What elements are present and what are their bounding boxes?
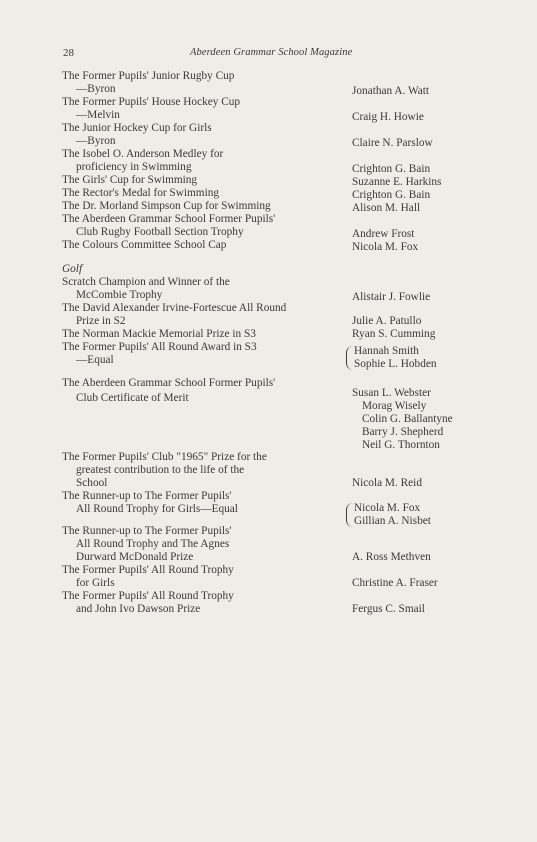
recipient-name: Crighton G. Bain (352, 189, 431, 201)
recipient-name: Nicola M. Fox (354, 502, 421, 514)
award-line: Durward McDonald Prize (76, 551, 194, 563)
award-line: The Former Pupils' All Round Trophy (62, 590, 234, 602)
recipient-name: Suzanne E. Harkins (352, 176, 442, 188)
equal-brace (346, 346, 354, 370)
award-line: The Rector's Medal for Swimming (62, 187, 220, 199)
award-line: —Equal (76, 354, 114, 366)
award-line: The Runner-up to The Former Pupils' (62, 490, 232, 502)
recipient-name: Alison M. Hall (352, 202, 421, 214)
recipient-name: Morag Wisely (362, 400, 427, 412)
award-line: The Norman Mackie Memorial Prize in S3 (62, 328, 256, 340)
recipient-name: Neil G. Thornton (362, 439, 440, 451)
recipient-name: Julie A. Patullo (352, 315, 422, 327)
award-line: The Colours Committee School Cap (62, 239, 227, 251)
award-line: Club Rugby Football Section Trophy (76, 226, 244, 238)
section-heading: Golf (62, 263, 83, 275)
award-line: —Melvin (76, 109, 120, 121)
recipient-name: Andrew Frost (352, 228, 415, 240)
recipient-name: Sophie L. Hobden (354, 358, 437, 370)
award-line: The Runner-up to The Former Pupils' (62, 525, 232, 537)
award-line: The David Alexander Irvine-Fortescue All Round (62, 302, 287, 314)
award-line: The Girls' Cup for Swimming (62, 174, 198, 186)
recipient-name: Hannah Smith (354, 345, 419, 357)
award-line: The Isobel O. Anderson Medley for (62, 148, 224, 160)
page-number: 28 (63, 47, 74, 59)
award-line: Prize in S2 (76, 315, 126, 327)
recipient-name: Gillian A. Nisbet (354, 515, 431, 527)
recipient-name: Barry J. Shepherd (362, 426, 444, 438)
award-line: McCombie Trophy (76, 289, 163, 301)
award-line: and John Ivo Dawson Prize (76, 603, 201, 615)
award-line: The Former Pupils' Club "1965" Prize for the (62, 451, 267, 463)
award-line: for Girls (76, 577, 115, 589)
award-line: —Byron (76, 135, 116, 147)
recipient-name: Nicola M. Fox (352, 241, 419, 253)
recipient-name: Craig H. Howie (352, 111, 424, 123)
award-line: The Former Pupils' Junior Rugby Cup (62, 70, 235, 82)
recipient-name: Jonathan A. Watt (352, 85, 430, 97)
award-line: greatest contribution to the life of the (76, 464, 245, 476)
recipient-name: Crighton G. Bain (352, 163, 431, 175)
award-line: All Round Trophy for Girls—Equal (76, 503, 238, 515)
recipient-name: Alistair J. Fowlie (352, 291, 431, 303)
recipient-name: Christine A. Fraser (352, 577, 438, 589)
award-line: —Byron (76, 83, 116, 95)
recipient-name: Fergus C. Smail (352, 603, 425, 615)
award-line: School (76, 477, 108, 489)
recipient-name: Claire N. Parslow (352, 137, 433, 149)
award-line: The Former Pupils' House Hockey Cup (62, 96, 241, 108)
recipient-name: A. Ross Methven (352, 551, 431, 563)
award-line: Scratch Champion and Winner of the (62, 276, 230, 288)
award-line: The Dr. Morland Simpson Cup for Swimming (62, 200, 271, 212)
recipient-name: Colin G. Ballantyne (362, 413, 453, 425)
recipient-name: Ryan S. Cumming (352, 328, 436, 340)
equal-brace (346, 503, 354, 527)
recipient-name: Nicola M. Reid (352, 477, 422, 489)
award-line: The Junior Hockey Cup for Girls (62, 122, 212, 134)
running-head: Aberdeen Grammar School Magazine (190, 47, 353, 58)
award-line: The Aberdeen Grammar School Former Pupils' (62, 213, 276, 225)
recipient-name: Susan L. Webster (352, 387, 431, 399)
award-line: All Round Trophy and The Agnes (76, 538, 230, 550)
award-line: The Former Pupils' All Round Award in S3 (62, 341, 257, 353)
award-line: The Aberdeen Grammar School Former Pupils' (62, 377, 276, 389)
award-line: Club Certificate of Merit (76, 392, 189, 404)
award-line: The Former Pupils' All Round Trophy (62, 564, 234, 576)
award-line: proficiency in Swimming (76, 161, 192, 173)
